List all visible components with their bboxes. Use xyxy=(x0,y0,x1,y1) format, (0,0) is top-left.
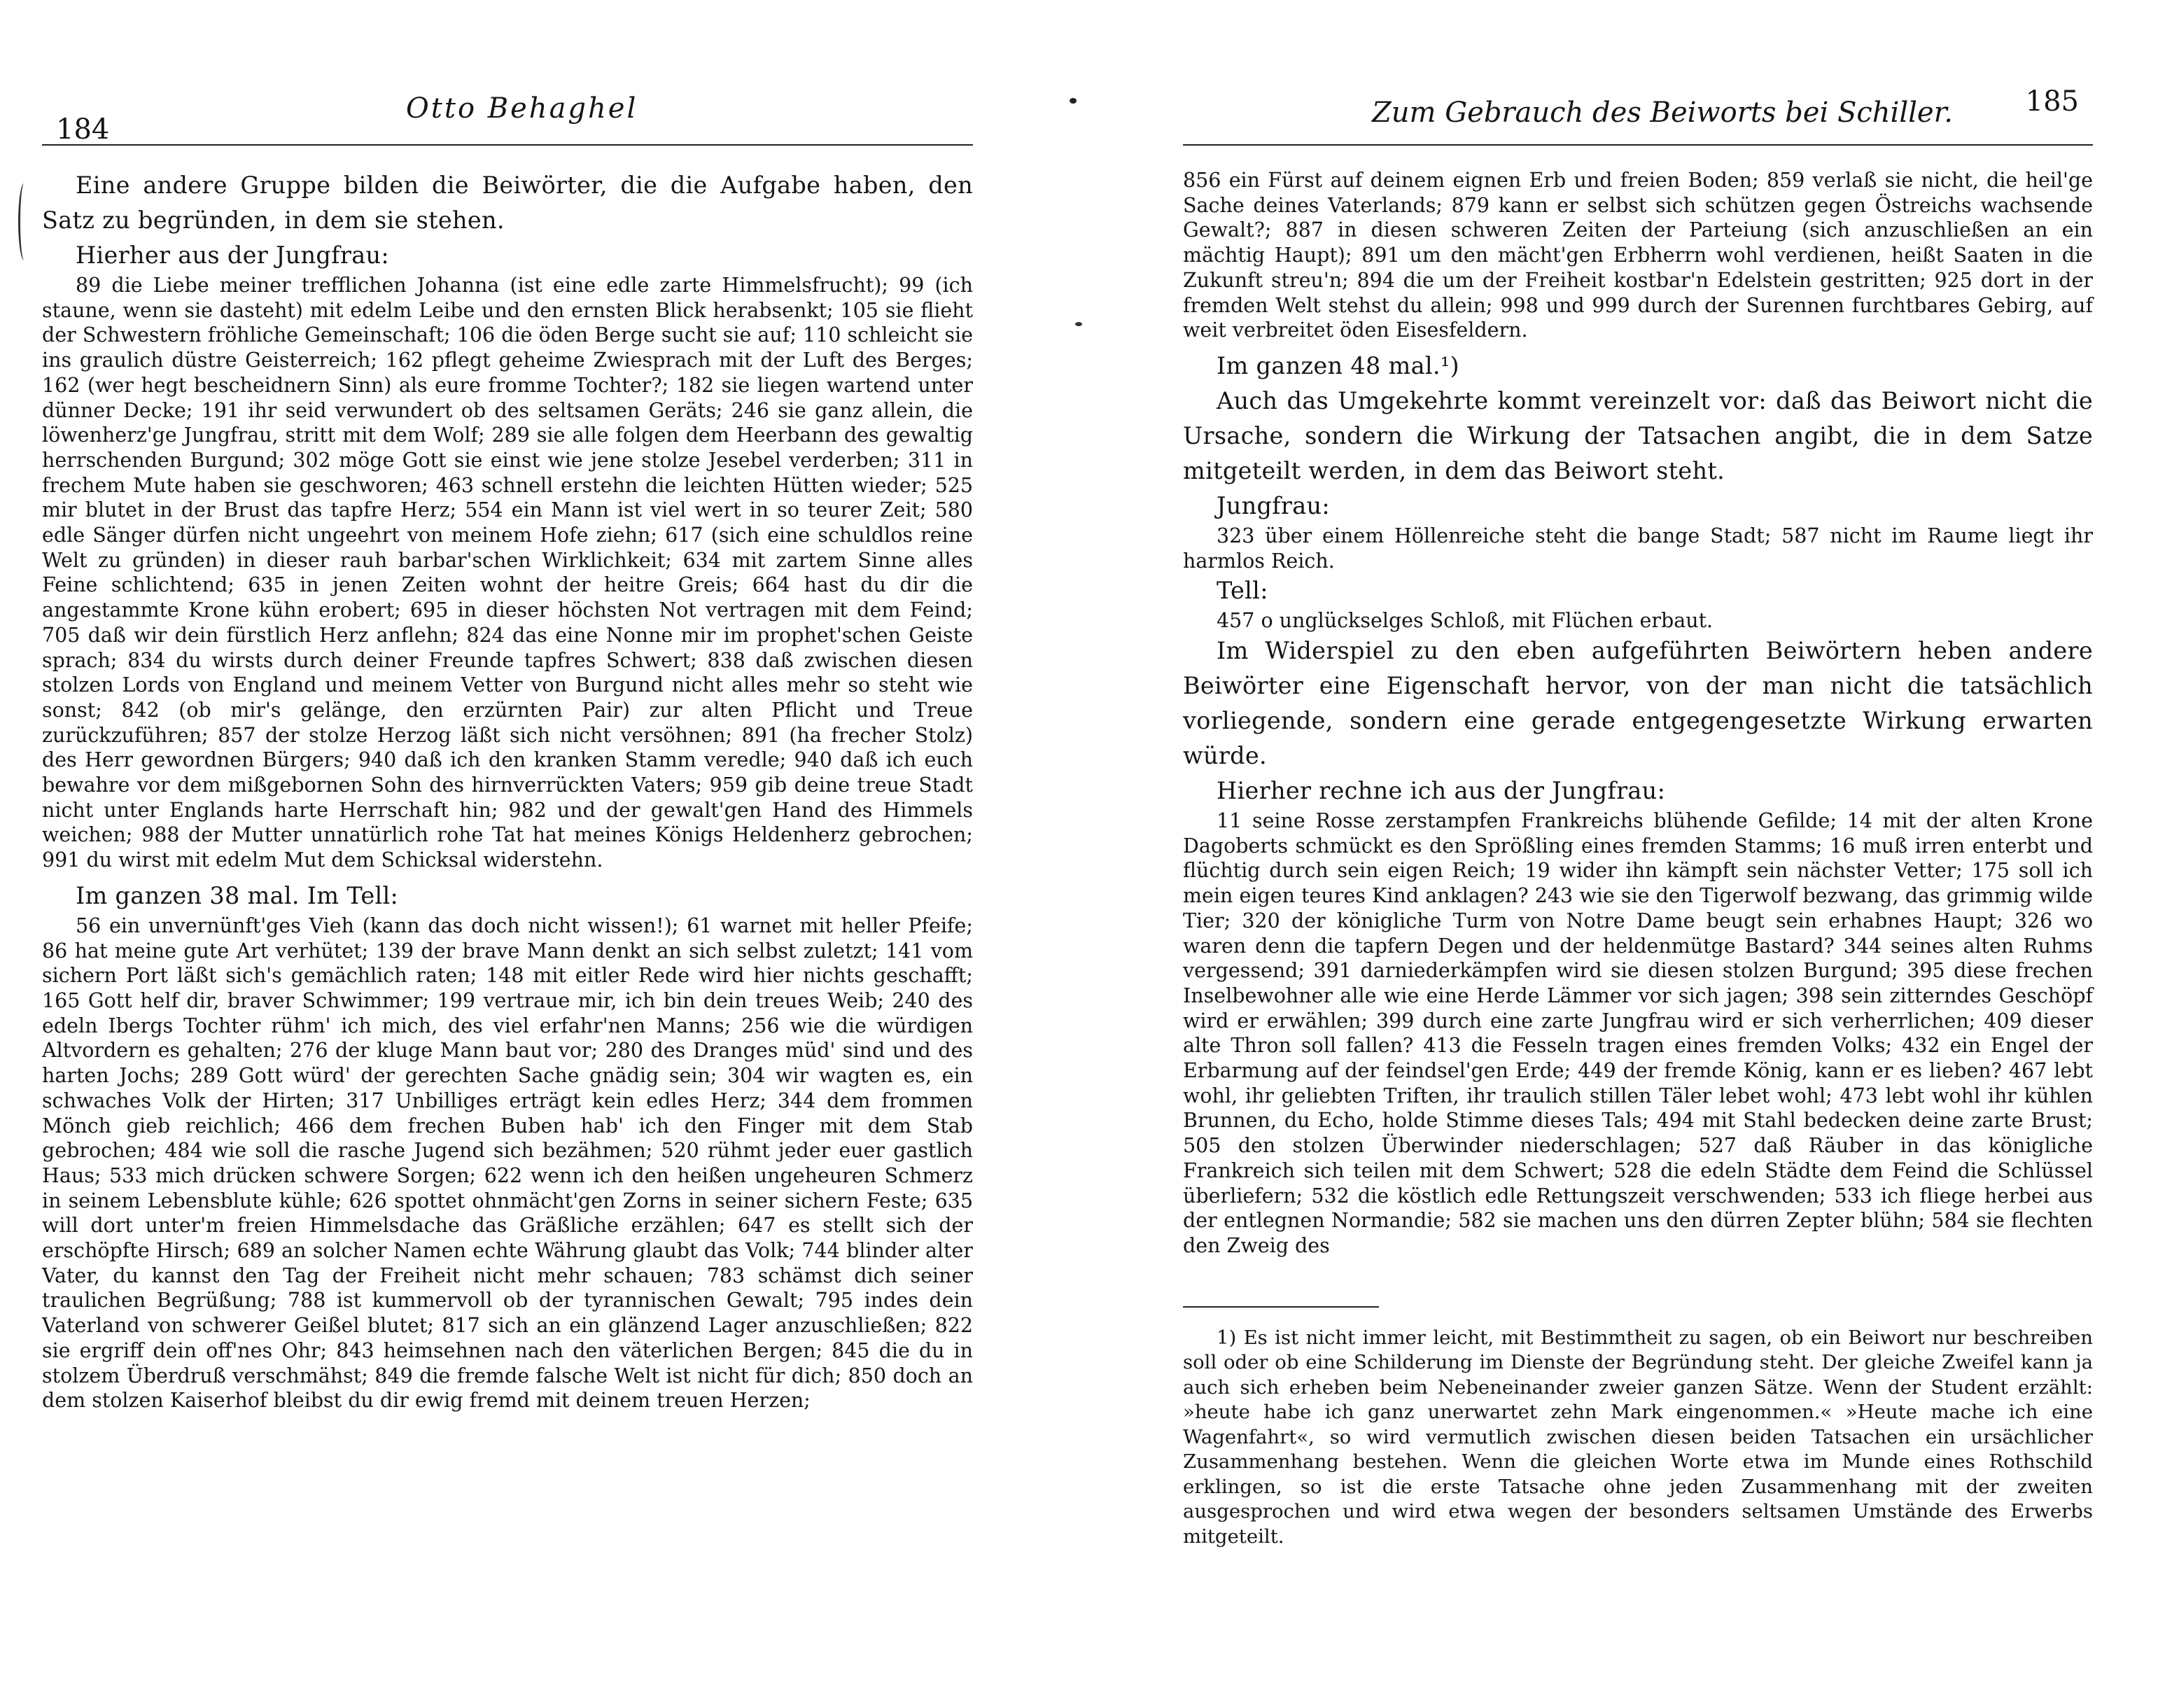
left-page-body xyxy=(42,168,973,1413)
footnote-rule xyxy=(1183,1306,1379,1308)
heading-tell-2: Tell: xyxy=(1217,577,1268,605)
header-rule-left xyxy=(42,144,973,146)
examples-tell-2: 457 o unglückselges Schloß, mit Flüchen erbaut. xyxy=(1217,609,1714,633)
header-rule-right xyxy=(1183,144,2093,146)
page-number-left: 184 xyxy=(56,113,110,146)
left-page xyxy=(42,0,973,1708)
heading-total-tell: Im ganzen 38 mal. Im Tell: xyxy=(76,881,399,909)
heading-jungfrau-2: Jungfrau: xyxy=(1217,491,1330,519)
right-page-header xyxy=(1183,83,2093,146)
examples-jungfrau-3: 11 seine Rosse zerstampfen Frankreichs blühende Gefilde; 14 mit der alten Krone Dagoberts schmückt es den Sprößling eines fremden Stamms; 16 muß irren enterbt und flüchtig durch sein eigen Reich; 19 wider ihn kämpft sein nächster Vetter; 175 soll ich mein eigen teures Kind anklagen? 243 wie sie den Tigerwolf bezwang, das grimmig wilde Tier; 320 der königliche Turm von Notre Dame beugt sein erhabnes Haupt; 326 wo waren denn die tapfern Degen und der heldenmütge Bastard? 344 seines alten Ruhms vergessend; 391 darniederkämpfen wird sie diesen stolzen Burgund; 395 diese frechen Inselbewohner alle wie eine Herde Lämmer vor sich jagen; 398 sein zitterndes Geschöpf wird er erwählen; 399 durch eine zarte Jungfrau wird er sich verherrlichen; 409 dieser alte Thron soll fallen? 413 die Fesseln tragen eines fremden Volks; 432 ein Engel der Erbarmung auf der feindsel'gen Erde; 449 der fremde König, kann er es lieben? 467 lebt wohl, ihr geliebten Triften, ihr traulich stillen Täler lebet wohl; 473 lebt wohl ihr kühlen Brunnen, du Echo, holde Stimme dieses Tals; 494 mit Stahl bedecken deine zarte Brust; 505 den stolzen Überwinder niederschlagen; 527 daß Räuber in das königliche Frankreich sich teilen mit dem Schwert; 528 die edeln Städte dem Feind die Schlüssel überliefern; 532 die köstlich edle Rettungszeit verschwenden; 533 ich fliege herbei aus der entlegnen Normandie; 582 sie machen uns den dürren Zepter blühn; 584 sie flechten den Zweig des xyxy=(1183,809,2093,1257)
examples-jungfrau: 89 die Liebe meiner trefflichen Johanna (ist eine edle zarte Himmelsfrucht); 99 (ich staune, wenn sie dasteht) mit edelm Leibe und den ernsten Blick herabsenkt; 105 sie flieht der Schwestern fröhliche Gemeinschaft; 106 die öden Berge sucht sie auf; 110 schleicht sie ins graulich düstre Geisterreich; 162 pflegt geheime Zwiesprach mit der Luft des Berges; 162 (wer hegt bescheidnern Sinn) als eure fromme Tochter?; 182 sie liegen wartend unter dünner Decke; 191 ihr seid verwundert ob des seltsamen Geräts; 246 sie ganz allein, die löwenherz'ge Jungfrau, stritt mit dem Wolf; 289 sie alle folgen dem Heerbann des gewaltig herrschenden Burgund; 302 möge Gott sie einst wie jene stolze Jesebel verderben; 311 in frechem Mute haben sie geschworen; 463 schnell erstehn die leichten Hütten wieder; 525 mir blutet in der Brust das tapfre Herz; 554 ein Mann ist viel wert in so teurer Zeit; 580 edle Sänger dürfen nicht ungeehrt von meinem Hofe ziehn; 617 (sich eine schuldlos reine Welt zu gründen) in dieser rauh barbar'schen Wirklichkeit; 634 mit zartem Sinne alles Feine schlichtend; 635 in jenen Zeiten wohnt der heitre Greis; 664 hast du dir die angestammte Krone kühn erobert; 695 in dieser höchsten Not vertragen mit dem Feind; 705 daß wir dein fürstlich Herz anflehn; 824 das eine Nonne mir im prophet'schen Geiste sprach; 834 du wirsts durch deiner Freunde tapfres Schwert; 838 daß zwischen diesen stolzen Lords von England und meinem Vetter von Burgund nicht alles mehr so steht wie sonst; 842 (ob mir's gelänge, den erzürnten Pair) zur alten Pflicht und Treue zurückzuführen; 857 der stolze Herzog läßt sich nicht versöhnen; 891 (ha frecher Stolz) des Herr gewordnen Bürgers; 940 daß ich den kranken Stamm veredle; 940 daß ich euch bewahre vor dem mißgebornen Sohn des hirnverrückten Vaters; 959 gib deine treue Stadt nicht unter Englands harte Herrschaft hin; 982 und der gewalt'gen Hand des Himmels weichen; 988 der Mutter unnatürlich rohe Tat hat meines Königs Heldenherz gebrochen; 991 du wirst mit edelm Mut dem Schicksal widerstehn. xyxy=(42,274,973,872)
pencil-margin-bracket xyxy=(18,183,30,260)
examples-jungfrau-2: 323 über einem Höllenreiche steht die bange Stadt; 587 nicht im Raume liegt ihr harmlos Reich. xyxy=(1183,524,2093,573)
running-title-left: Otto Behaghel xyxy=(406,92,638,125)
running-title-right: Zum Gebrauch des Beiworts bei Schiller. xyxy=(1372,97,1954,129)
margin-mark xyxy=(1075,322,1082,326)
examples-tell: 56 ein unvernünft'ges Vieh (kann das doch nicht wissen!); 61 warnet mit heller Pfeife; 86 hat meine gute Art verhütet; 139 der brave Mann denkt an sich selbst zuletzt; 141 vom sichern Port läßt sich's gemächlich raten; 148 mit eitler Rede wird hier nichts geschafft; 165 Gott helf dir, braver Schwimmer; 199 vertraue mir, ich bin dein treues Weib; 240 des edeln Ibergs Tochter rühm' ich mich, des viel erfahr'nen Manns; 256 wie die würdigen Altvordern es gehalten; 276 der kluge Mann baut vor; 280 des Dranges müd' sind und des harten Jochs; 289 Gott würd' der gerechten Sache gnädig sein; 304 wir wagten es, ein schwaches Volk der Hirten; 317 Unbilliges erträgt kein edles Herz; 344 dem frommen Mönch gieb reichlich; 466 dem frechen Buben hab' ich den Finger mit dem Stab gebrochen; 484 wie soll die rasche Jugend sich bezähmen; 520 rühmt jeder euer gastlich Haus; 533 mich drücken schwere Sorgen; 622 wenn ich den heißen ungeheuren Schmerz in seinem Lebensblute kühle; 626 spottet ohnmächt'gen Zorns in seiner sichern Feste; 635 will dort unter'm freien Himmelsdache das Gräßliche erzählen; 647 es stellt sich der erschöpfte Hirsch; 689 an solcher Namen echte Währung glaubt das Volk; 744 blinder alter Vater, du kannst den Tag der Freiheit nicht mehr schauen; 783 schämst dich seiner traulichen Begrüßung; 788 ist kummervoll ob der tyrannischen Gewalt; 795 indes dein Vaterland von schwerer Geißel blutet; 817 sich an ein glänzend Lager anzuschließen; 822 sie ergriff dein off'nes Ohr; 843 heimsehnen nach den väterlichen Bergen; 845 die du in stolzem Überdruß verschmähst; 849 die fremde falsche Welt ist nicht für dich; 850 doch an dem stolzen Kaiserhof bleibst du dir ewig fremd mit deinem treuen Herzen; xyxy=(42,913,973,1413)
footnote: 1) Es ist nicht immer leicht, mit Bestimmtheit zu sagen, ob ein Beiwort nur beschreiben soll oder ob eine Schilderung im Dienste der Begründung steht. Der gleiche Zweifel kann ja auch sich erheben beim Nebeneinander zweier ganzen Sätze. Wenn der Student erzählt: »heute habe ich ganz unerwartet zehn Mark eingenommen.« »Heute mache ich eine Wagenfahrt«, so wird vermutlich zwischen diesen beiden Tatsachen ein ursächlicher Zusammenhang bestehen. Wenn die gleichen Worte etwa im Munde eines Rothschild erklingen, so ist die erste Tatsache ohne jeden Zusammenhang mit der zweiten ausgesprochen und wird etwa wegen der besonders seltsamen Umstände des Erwerbs mitgeteilt. xyxy=(1183,1326,2093,1548)
total-48: Im ganzen 48 mal.¹) xyxy=(1217,351,1459,379)
paragraph-intro: Eine andere Gruppe bilden die Beiwörter, die die Aufgabe haben, den Satz zu begründen, in dem sie stehen. xyxy=(42,172,973,234)
paragraph-contrast: Im Widerspiel zu den eben aufgeführten Beiwörtern heben andere Beiwörter eine Eigenschaft hervor, von der man nicht die tatsächlich vorliegende, sondern eine gerade entgegengesetzte Wirkung erwarten würde. xyxy=(1183,637,2093,770)
right-page-body xyxy=(1183,168,2093,1549)
heading-jungfrau-3: Hierher rechne ich aus der Jungfrau: xyxy=(1217,777,1666,805)
right-page xyxy=(1183,0,2093,1708)
page-number-right: 185 xyxy=(2025,85,2079,118)
left-page-header xyxy=(42,83,973,146)
heading-jungfrau: Hierher aus der Jungfrau: xyxy=(76,241,389,269)
examples-tell-continued: 856 ein Fürst auf deinem eignen Erb und freien Boden; 859 verlaß sie nicht, die heil'ge Sache deines Vaterlands; 879 kann er selbst sich schützen gegen Östreichs wachsende Gewalt?; 887 in diesen schweren Zeiten der Parteiung (sich anzuschließen an ein mächtig Haupt); 891 um den mächt'gen Erbherrn wohl verdienen, heißt Saaten in die Zukunft streu'n; 894 die um der Freiheit kostbar'n Edelstein gestritten; 925 dort in der fremden Welt stehst du allein; 998 und 999 durch der Surennen furchtbares Gebirg, auf weit verbreitet öden Eisesfeldern. xyxy=(1183,169,2093,342)
margin-dot xyxy=(1070,98,1077,104)
paragraph-converse: Auch das Umgekehrte kommt vereinzelt vor: daß das Beiwort nicht die Ursache, sondern die Wirkung der Tatsachen angibt, die in dem Satze mitgeteilt werden, in dem das Beiwort steht. xyxy=(1183,386,2093,484)
